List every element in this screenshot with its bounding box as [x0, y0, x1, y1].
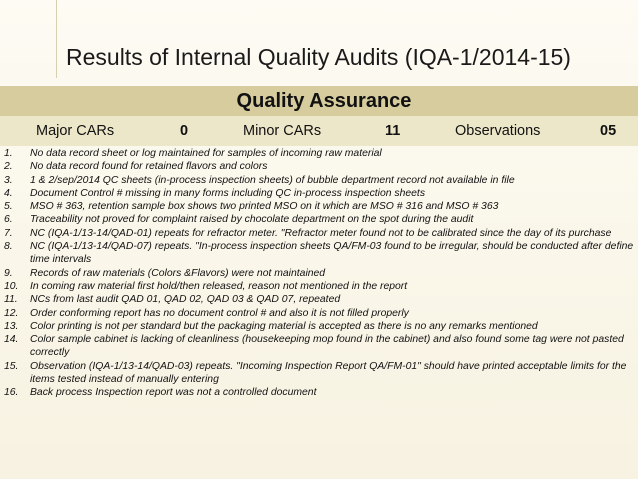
item-number: 13.: [4, 320, 19, 332]
item-text: Observation (IQA-1/13-14/QAD-03) repeats. "Incoming Inspection Report QA/FM-01" should have printed acceptable limits for the items tested instead of manually entering: [30, 360, 627, 386]
item-text: NC (IQA-1/13-14/QAD-07) repeats. "In-process inspection sheets QA/FM-03 found to be irregular, should be conducted after define time intervals: [30, 241, 634, 266]
stats-bar: [0, 116, 638, 146]
item-text: Color printing is not per standard but the packaging material is accepted as there is no any remarks mentioned: [30, 320, 538, 332]
decorative-rule: [56, 0, 57, 78]
item-number: 10.: [4, 280, 19, 292]
observations-label: Observations: [455, 123, 541, 139]
item-number: 11.: [4, 294, 18, 306]
item-text: Traceability not proved for complaint raised by chocolate department on the spot during the audit: [30, 214, 474, 226]
section-title-text: Quality Assurance: [236, 90, 412, 112]
findings-list: [4, 147, 634, 400]
list-item: [4, 147, 634, 160]
item-number: 2.: [4, 161, 13, 173]
item-text: Order conforming report has no document control # and also it is not filled properly: [30, 307, 409, 319]
item-number: 15.: [4, 360, 19, 372]
list-item: [4, 227, 634, 240]
list-item: [4, 320, 634, 333]
list-item: [4, 280, 634, 293]
item-text: Document Control # missing in many forms including QC in-process inspection sheets: [30, 187, 426, 199]
item-number: 8.: [4, 241, 13, 253]
item-number: 14.: [4, 334, 19, 346]
item-text: MSO # 363, retention sample box shows two printed MSO on it which are MSO # 316 and MSO # 363: [30, 201, 499, 213]
major-cars-value: 0: [180, 123, 189, 139]
list-item: [4, 187, 634, 200]
page-title: Results of Internal Quality Audits (IQA-1/2014-15): [66, 44, 571, 70]
item-text: No data record found for retained flavors and colors: [30, 161, 268, 173]
list-item: [4, 333, 634, 360]
list-item: [4, 267, 634, 280]
item-text: Records of raw materials (Colors &Flavors) were not maintained: [30, 267, 326, 279]
item-text: 1 & 2/sep/2014 QC sheets (in-process inspection sheets) of bubble department record not available in file: [30, 174, 515, 186]
item-text: NC (IQA-1/13-14/QAD-01) repeats for refractor meter. "Refractor meter found not to be calibrated since the day of its purchase: [30, 227, 612, 239]
item-text: Color sample cabinet is lacking of cleanliness (housekeeping mop found in the cabinet) and also found some tag were not pasted correctly: [30, 334, 624, 359]
list-item: [4, 200, 634, 213]
list-item: [4, 213, 634, 226]
item-number: 4.: [4, 187, 13, 199]
list-item: [4, 160, 634, 173]
item-text: Back process Inspection report was not a controlled document: [30, 387, 317, 399]
list-item: [4, 307, 634, 320]
minor-cars-value: 11: [385, 123, 401, 139]
item-number: 12.: [4, 307, 19, 319]
list-item: [4, 360, 634, 387]
minor-cars-label: Minor CARs: [243, 123, 322, 139]
item-number: 3.: [4, 174, 13, 186]
section-title: [0, 86, 638, 116]
list-item: [4, 293, 634, 306]
item-text: In coming raw material first hold/then released, reason not mentioned in the report: [30, 280, 408, 292]
item-text: NCs from last audit QAD 01, QAD 02, QAD 03 & QAD 07, repeated: [30, 294, 341, 306]
list-item: [4, 386, 634, 399]
list-item: [4, 174, 634, 187]
item-number: 16.: [4, 387, 19, 399]
observations-value: 05: [600, 123, 617, 139]
item-number: 5.: [4, 201, 13, 213]
major-cars-label: Major CARs: [36, 123, 115, 139]
item-number: 7.: [4, 227, 13, 239]
item-number: 6.: [4, 214, 13, 226]
list-item: [4, 240, 634, 267]
item-text: No data record sheet or log maintained for samples of incoming raw material: [30, 148, 382, 159]
item-number: 9.: [4, 267, 13, 279]
item-number: 1.: [4, 148, 13, 159]
